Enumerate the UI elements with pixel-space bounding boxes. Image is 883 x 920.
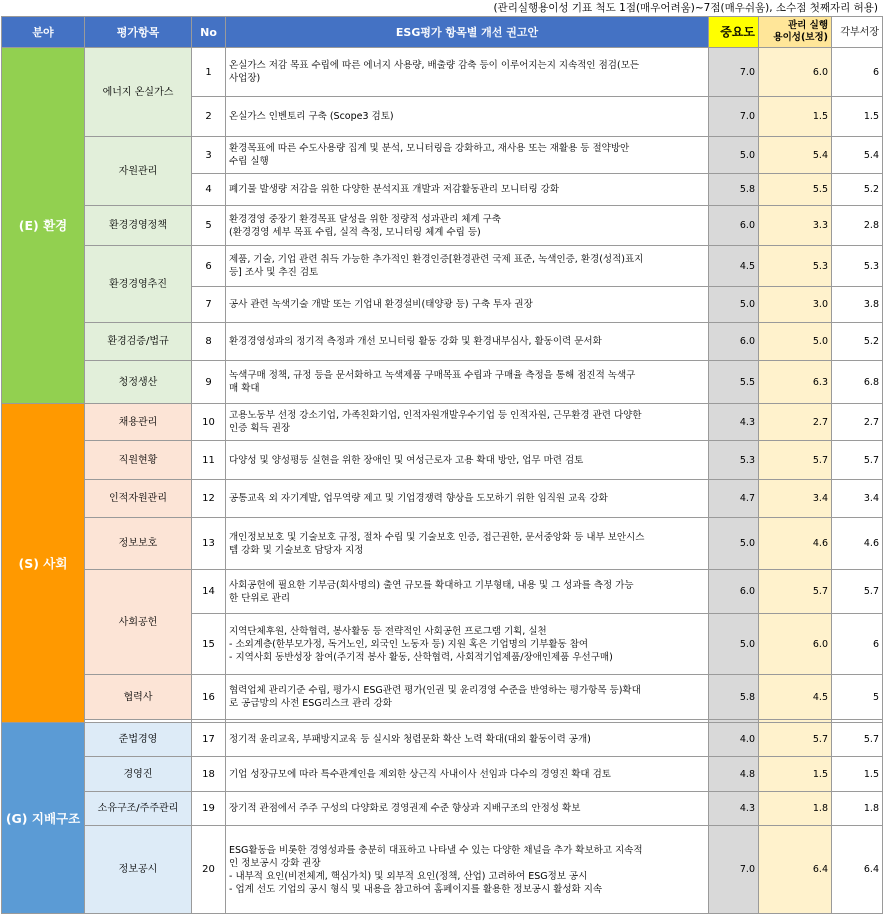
item-cell: 환경경영정책 (85, 206, 192, 246)
header-item: 평가항목 (85, 17, 192, 48)
feasibility-cell: 6.3 (759, 361, 832, 404)
no-cell: 2 (192, 97, 226, 137)
header-field: 분야 (2, 17, 85, 48)
category-governance: (G) 지배구조 (2, 723, 85, 914)
no-cell: 3 (192, 137, 226, 174)
item-cell: 자원관리 (85, 137, 192, 206)
header-feasibility-line1: 관리 실행 (787, 20, 828, 31)
no-cell: 19 (192, 792, 226, 826)
dept-cell: 5.4 (832, 137, 883, 174)
dept-cell: 2.8 (832, 206, 883, 246)
recommendation-cell (226, 361, 709, 404)
importance-cell: 7.0 (709, 97, 759, 137)
rec-line: (환경경영 세부 목표 수립, 실적 측정, 모니터링 체계 수립 등) (229, 226, 481, 238)
table-row (2, 404, 883, 441)
rec-line: 환경목표에 따른 수도사용량 집계 및 분석, 모니터링을 강화하고, 재사용 또는 재활용 등 절약방안 (229, 143, 630, 154)
importance-cell: 5.5 (709, 361, 759, 404)
rec-line: - 소외계층(한부모가정, 독거노인, 외국인 노동자 등) 지원 혹은 기업명의 기부활동 참여 (229, 638, 589, 650)
table-row (2, 826, 883, 914)
table-row (2, 361, 883, 404)
recommendation-cell (226, 137, 709, 174)
importance-cell: 5.8 (709, 675, 759, 720)
importance-cell: 5.8 (709, 174, 759, 206)
rec-line: 폐기물 발생량 저감을 위한 다양한 분석지표 개발과 저감활동관리 모니터링 강화 (229, 184, 560, 195)
table-row (2, 570, 883, 614)
no-cell: 13 (192, 518, 226, 570)
recommendation-cell (226, 570, 709, 614)
importance-cell: 4.5 (709, 246, 759, 287)
dept-cell: 1.5 (832, 757, 883, 792)
rec-line: 공통교육 외 자기계발, 업무역량 제고 및 기업경쟁력 향상을 도모하기 위한 임직원 교육 강화 (229, 493, 608, 504)
dept-cell: 6.8 (832, 361, 883, 404)
recommendation-cell (226, 246, 709, 287)
dept-cell: 1.8 (832, 792, 883, 826)
feasibility-cell: 5.3 (759, 246, 832, 287)
recommendation-cell (226, 518, 709, 570)
dept-cell: 1.5 (832, 97, 883, 137)
importance-cell: 6.0 (709, 323, 759, 361)
rec-line: 매 확대 (229, 383, 260, 394)
importance-cell: 7.0 (709, 826, 759, 914)
item-cell: 에너지 온실가스 (85, 48, 192, 137)
feasibility-cell: 1.8 (759, 792, 832, 826)
rec-line: 제품, 기술, 기업 관련 취득 가능한 추가적인 환경인증[환경관련 국제 표준, 녹색인증, 환경(성적)표지 (229, 254, 644, 265)
feasibility-cell: 4.5 (759, 675, 832, 720)
rec-line: 다양성 및 양성평등 실현을 위한 장애인 및 여성근로자 고용 확대 방안, 업무 마련 검토 (229, 454, 584, 466)
feasibility-cell: 5.7 (759, 441, 832, 480)
recommendation-cell (226, 287, 709, 323)
rec-line: 녹색구매 정책, 규정 등을 문서화하고 녹색제품 구매목표 수립과 구매율 측정을 통해 점진적 녹색구 (229, 370, 636, 381)
table-row (2, 675, 883, 720)
dept-cell: 6 (832, 614, 883, 675)
importance-cell: 5.0 (709, 518, 759, 570)
item-cell: 정보공시 (85, 826, 192, 914)
rec-line: 인증 획득 권장 (229, 423, 291, 434)
feasibility-cell: 5.7 (759, 723, 832, 757)
no-cell: 11 (192, 441, 226, 480)
importance-cell: 4.8 (709, 757, 759, 792)
recommendation-cell (226, 723, 709, 757)
no-cell: 15 (192, 614, 226, 675)
feasibility-cell: 5.7 (759, 570, 832, 614)
no-cell: 12 (192, 480, 226, 518)
recommendation-cell (226, 614, 709, 675)
table-row (2, 206, 883, 246)
rec-line: 고용노동부 선정 강소기업, 가족친화기업, 인적자원개발우수기업 등 인적자원, 근무환경 관련 다양한 (229, 410, 642, 421)
dept-cell: 5 (832, 675, 883, 720)
importance-cell: 4.3 (709, 792, 759, 826)
recommendation-cell (226, 757, 709, 792)
dept-cell: 3.8 (832, 287, 883, 323)
importance-cell: 4.7 (709, 480, 759, 518)
rec-line: 사회공헌에 필요한 기부금(회사명의) 출연 규모를 확대하고 기부형태, 내용 및 그 성과를 측정 가능 (229, 579, 634, 591)
feasibility-cell: 5.4 (759, 137, 832, 174)
recommendation-cell (226, 97, 709, 137)
no-cell: 1 (192, 48, 226, 97)
table-row (2, 323, 883, 361)
table-row (2, 137, 883, 174)
item-cell: 경영진 (85, 757, 192, 792)
dept-cell: 5.7 (832, 723, 883, 757)
rec-line: 한 단위로 관리 (229, 592, 291, 604)
table-row (2, 246, 883, 287)
item-cell: 환경경영추진 (85, 246, 192, 323)
table-row (2, 480, 883, 518)
rec-line: - 내부적 요인(비전체계, 핵심가치) 및 외부적 요인(정책, 산업) 고려하여 ESG정보 공시 (229, 870, 588, 882)
rec-line: 인 정보공시 강화 권장 (229, 857, 321, 869)
importance-cell: 5.0 (709, 287, 759, 323)
rec-line: 온실가스 인벤토리 구축 (Scope3 검토) (229, 111, 394, 122)
feasibility-cell: 5.0 (759, 323, 832, 361)
recommendation-cell (226, 404, 709, 441)
no-cell: 18 (192, 757, 226, 792)
no-cell: 9 (192, 361, 226, 404)
importance-cell: 5.0 (709, 137, 759, 174)
esg-recommendation-table (1, 16, 883, 914)
item-cell: 직원현황 (85, 441, 192, 480)
no-cell: 5 (192, 206, 226, 246)
dept-cell: 5.7 (832, 570, 883, 614)
table-row (2, 441, 883, 480)
category-social: (S) 사회 (2, 404, 85, 723)
rec-line: 장기적 관점에서 주주 구성의 다양화로 경영권제 수준 향상과 지배구조의 안정성 확보 (229, 803, 581, 814)
item-cell: 협력사 (85, 675, 192, 720)
rec-line: 사업장) (229, 73, 261, 84)
scale-note: (관리실행용이성 기표 척도 1점(매우어려움)~7점(매우쉬움), 소수점 첫째자리 허용) (493, 2, 878, 14)
item-cell: 정보보호 (85, 518, 192, 570)
rec-line: 지역단체후원, 산학협력, 봉사활동 등 전략적인 사회공헌 프로그램 기획, 실천 (229, 625, 547, 637)
feasibility-cell: 4.6 (759, 518, 832, 570)
header-recommendation: ESG평가 항목별 개선 권고안 (226, 17, 709, 48)
header-feasibility (759, 17, 832, 48)
dept-cell: 5.3 (832, 246, 883, 287)
table-row (2, 723, 883, 757)
rec-line: 정기적 윤리교육, 부패방지교육 등 실시와 청렴문화 확산 노력 확대(대외 활동이력 공개) (229, 734, 591, 745)
importance-cell: 6.0 (709, 570, 759, 614)
recommendation-cell (226, 206, 709, 246)
header-no: No (192, 17, 226, 48)
feasibility-cell: 5.5 (759, 174, 832, 206)
no-cell: 6 (192, 246, 226, 287)
feasibility-cell: 6.0 (759, 48, 832, 97)
item-cell: 소유구조/주주관리 (85, 792, 192, 826)
importance-cell: 7.0 (709, 48, 759, 97)
feasibility-cell: 3.3 (759, 206, 832, 246)
table-row (2, 757, 883, 792)
rec-line: 온실가스 저감 목표 수립에 따른 에너지 사용량, 배출량 감축 등이 이루어지는지 지속적인 점검(모든 (229, 60, 640, 71)
dept-cell: 2.7 (832, 404, 883, 441)
item-cell: 사회공헌 (85, 570, 192, 675)
dept-cell: 4.6 (832, 518, 883, 570)
no-cell: 17 (192, 723, 226, 757)
header-importance: 중요도 (709, 17, 759, 48)
item-cell: 준법경영 (85, 723, 192, 757)
no-cell: 10 (192, 404, 226, 441)
dept-cell: 6 (832, 48, 883, 97)
importance-cell: 4.3 (709, 404, 759, 441)
no-cell: 16 (192, 675, 226, 720)
no-cell: 4 (192, 174, 226, 206)
importance-cell: 4.0 (709, 723, 759, 757)
no-cell: 8 (192, 323, 226, 361)
rec-line: 환경경영성과의 정기적 측정과 개선 모니터링 활동 강화 및 환경내부심사, 활동이력 문서화 (229, 336, 602, 347)
rec-line: 환경경영 중장기 환경목표 달성을 위한 정량적 성과관리 체계 구축 (229, 213, 501, 225)
feasibility-cell: 3.4 (759, 480, 832, 518)
rec-line: 로 공급망의 사전 ESG리스크 관리 강화 (229, 698, 392, 709)
rec-line: 등] 조사 및 추진 검토 (229, 267, 319, 278)
recommendation-cell (226, 792, 709, 826)
header-dept: 각부서장 (832, 17, 883, 48)
importance-cell: 5.0 (709, 614, 759, 675)
rec-line: 수립 실행 (229, 156, 269, 167)
dept-cell: 5.2 (832, 323, 883, 361)
no-cell: 20 (192, 826, 226, 914)
feasibility-cell: 6.4 (759, 826, 832, 914)
recommendation-cell (226, 441, 709, 480)
feasibility-cell: 6.0 (759, 614, 832, 675)
rec-line: - 지역사회 동반성장 참여(주기적 봉사 활동, 산학협력, 사회적기업제품/장애인제품 우선구매) (229, 651, 613, 663)
table-row (2, 518, 883, 570)
table-row (2, 792, 883, 826)
recommendation-cell (226, 323, 709, 361)
recommendation-cell (226, 174, 709, 206)
recommendation-cell (226, 480, 709, 518)
importance-cell: 5.3 (709, 441, 759, 480)
rec-line: 협력업체 관리기준 수립, 평가시 ESG관련 평가(인권 및 윤리경영 수준을 반영하는 평가항목 등)확대 (229, 685, 641, 696)
header-row (2, 17, 883, 48)
recommendation-cell (226, 48, 709, 97)
recommendation-cell (226, 675, 709, 720)
dept-cell: 6.4 (832, 826, 883, 914)
dept-cell: 3.4 (832, 480, 883, 518)
rec-line: 개인정보보호 및 기술보호 규정, 절차 수립 및 기술보호 인증, 접근권한, 문서중앙화 등 내부 보안시스 (229, 531, 645, 543)
no-cell: 14 (192, 570, 226, 614)
no-cell: 7 (192, 287, 226, 323)
category-environment: (E) 환경 (2, 48, 85, 404)
header-feasibility-line2: 용이성(보정) (773, 32, 828, 43)
rec-line: 기업 성장규모에 따라 특수관계인을 제외한 상근직 사내이사 선임과 다수의 경영진 확대 검토 (229, 768, 611, 780)
item-cell: 인적자원관리 (85, 480, 192, 518)
feasibility-cell: 3.0 (759, 287, 832, 323)
feasibility-cell: 2.7 (759, 404, 832, 441)
item-cell: 환경검증/법규 (85, 323, 192, 361)
item-cell: 청정생산 (85, 361, 192, 404)
table-row (2, 48, 883, 97)
rec-line: 템 강화 및 기술보호 담당자 지정 (229, 544, 364, 556)
feasibility-cell: 1.5 (759, 757, 832, 792)
recommendation-cell (226, 826, 709, 914)
importance-cell: 6.0 (709, 206, 759, 246)
dept-cell: 5.7 (832, 441, 883, 480)
dept-cell: 5.2 (832, 174, 883, 206)
feasibility-cell: 1.5 (759, 97, 832, 137)
item-cell: 채용관리 (85, 404, 192, 441)
rec-line: - 업계 선도 기업의 공시 형식 및 내용을 참고하여 홈페이지를 활용한 정보공시 활성화 지속 (229, 883, 603, 895)
rec-line: ESG활동을 비롯한 경영성과를 충분히 대표하고 나타낼 수 있는 다양한 채널을 추가 확보하고 지속적 (229, 844, 643, 856)
rec-line: 공사 관련 녹색기술 개발 또는 기업내 환경설비(태양광 등) 구축 투자 권장 (229, 299, 533, 310)
